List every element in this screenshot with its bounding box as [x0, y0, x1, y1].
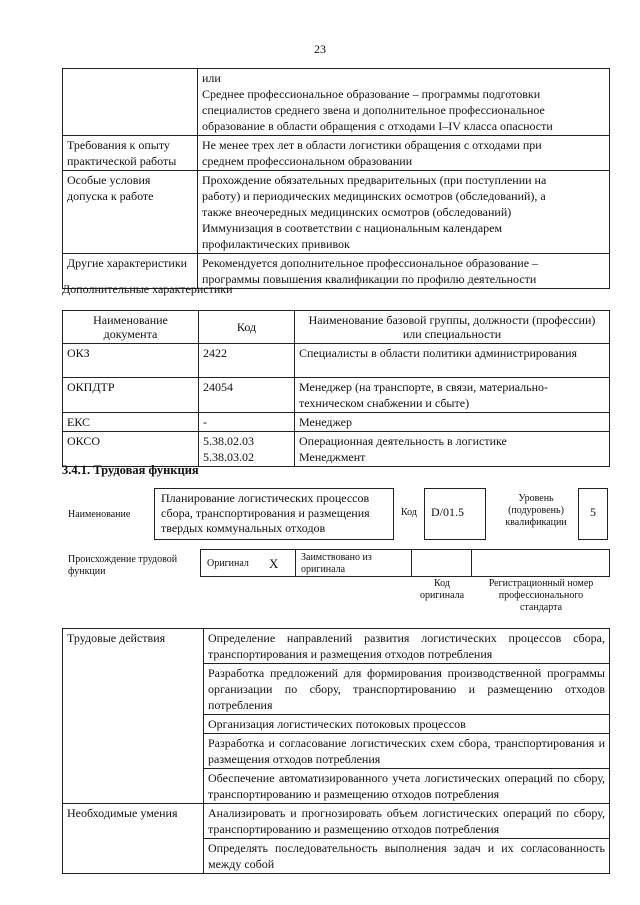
registration-caption: Регистрационный номер профессионального стандарта [488, 578, 594, 613]
text-line: программы повышения квалификации по профилю деятельности [202, 272, 537, 286]
function-name-line: Планирование логистических процессов [161, 491, 370, 505]
table-header-row [63, 311, 610, 344]
text-line: или [202, 71, 221, 85]
item-cell: Определять последовательность выполнения задач и их согласованность между собой [204, 839, 610, 874]
function-name-line: сбора, транспортирования и размещения [161, 506, 370, 520]
item-cell: Разработка предложений для формирования производственной программы организации по сбору, транспортированию и размещению отходов потребления [204, 664, 610, 715]
text-line: Среднее профессиональное образование – программы подготовки [202, 87, 541, 101]
code-cell: 2422 [199, 344, 295, 378]
row-content [198, 171, 610, 254]
doc-cell: ОКПДТР [63, 378, 199, 413]
level-box: 5 [578, 488, 608, 540]
row-label: Особые условия допуска к работе [63, 171, 198, 254]
divider [471, 550, 472, 576]
origin-box [200, 549, 610, 577]
text-line: Прохождение обязательных предварительных (при поступлении на [202, 173, 547, 187]
code-cell [199, 432, 295, 467]
code-original-caption: Код оригинала [419, 578, 465, 601]
function-name-line: твердых коммунальных отходов [161, 521, 326, 535]
additional-characteristics-title: Дополнительные характеристики [62, 282, 233, 296]
text-line: специалистов среднего звена и дополнительное профессиональное [202, 103, 545, 117]
item-cell: Анализировать и прогнозировать объем логистических операций по сбору, транспортированию и размещению отходов потребления [204, 804, 610, 839]
name-label: Наименование [68, 509, 131, 520]
text-line: Не менее трех лет в области логистики обращения с отходами при [202, 138, 542, 152]
original-label: Оригинал [207, 558, 249, 569]
row-label: Другие характеристики [63, 254, 198, 289]
level-label: Уровень (подуровень) квалификации [505, 493, 567, 528]
requirements-table [62, 68, 610, 289]
column-header: Код [199, 311, 295, 344]
function-code-box: D/01.5 [424, 488, 486, 540]
section-heading: 3.4.1. Трудовая функция [62, 463, 199, 477]
text-line: профилактических прививок [202, 237, 350, 251]
name-cell [295, 432, 610, 467]
table-row [63, 378, 610, 413]
table-row [63, 171, 610, 254]
item-cell: Определение направлений развития логистических процессов сбора, транспортирования и размещения отходов потребления [204, 629, 610, 664]
name-cell: Менеджер (на транспорте, в связи, материально-техническом снабжении и сбыте) [295, 378, 610, 413]
text-line: среднем профессиональном образовании [202, 154, 413, 168]
classification-table [62, 310, 610, 467]
function-name-box [154, 488, 394, 540]
row-label: Требования к опыту практической работы [63, 136, 198, 171]
divider [295, 550, 296, 576]
page-number: 23 [314, 42, 326, 56]
borrowed-label: Заимствовано из оригинала [301, 552, 372, 575]
table-row [63, 136, 610, 171]
table-row [63, 413, 610, 432]
group-label: Трудовые действия [63, 629, 204, 804]
row-content [198, 254, 610, 289]
column-header: Наименование документа [63, 311, 199, 344]
name-line: Менеджмент [299, 450, 366, 464]
name-line: Операционная деятельность в логистике [299, 434, 507, 448]
group-label: Необходимые умения [63, 804, 204, 874]
item-cell: Организация логистических потоковых процессов [204, 715, 610, 734]
row-content [198, 136, 610, 171]
item-cell: Разработка и согласование логистических схем сбора, транспортирования и размещения отходов потребления [204, 734, 610, 769]
table-row [63, 629, 610, 664]
divider [411, 550, 412, 576]
code-line: 5.38.03.02 [203, 450, 254, 464]
name-cell: Специалисты в области политики администрирования [295, 344, 610, 378]
doc-cell: ЕКС [63, 413, 199, 432]
table-row [63, 804, 610, 839]
table-row [63, 69, 610, 136]
row-content [198, 69, 610, 136]
original-mark: X [269, 556, 279, 571]
text-line: Иммунизация в соответствии с национальным календарем [202, 221, 503, 235]
text-line: Рекомендуется дополнительное профессиональное образование – [202, 256, 539, 270]
row-label [63, 69, 198, 136]
text-line: работу) и периодических медицинских осмотров (обследований), а [202, 189, 546, 203]
name-cell: Менеджер [295, 413, 610, 432]
code-label: Код [401, 507, 417, 518]
code-cell: 24054 [199, 378, 295, 413]
text-line: также внеочередных медицинских осмотров (обследований) [202, 205, 512, 219]
table-row [63, 344, 610, 378]
origin-label: Происхождение трудовой функции [68, 554, 178, 577]
code-cell: - [199, 413, 295, 432]
column-header: Наименование базовой группы, должности (профессии) или специальности [295, 311, 610, 344]
item-cell: Обеспечение автоматизированного учета логистических операций по сбору, транспортированию и размещению отходов потребления [204, 769, 610, 804]
labor-actions-table [62, 628, 610, 874]
doc-cell: ОКСО [63, 432, 199, 467]
text-line: образование в области обращения с отходами I–IV класса опасности [202, 119, 553, 133]
doc-cell: ОКЗ [63, 344, 199, 378]
code-line: 5.38.02.03 [203, 434, 254, 448]
